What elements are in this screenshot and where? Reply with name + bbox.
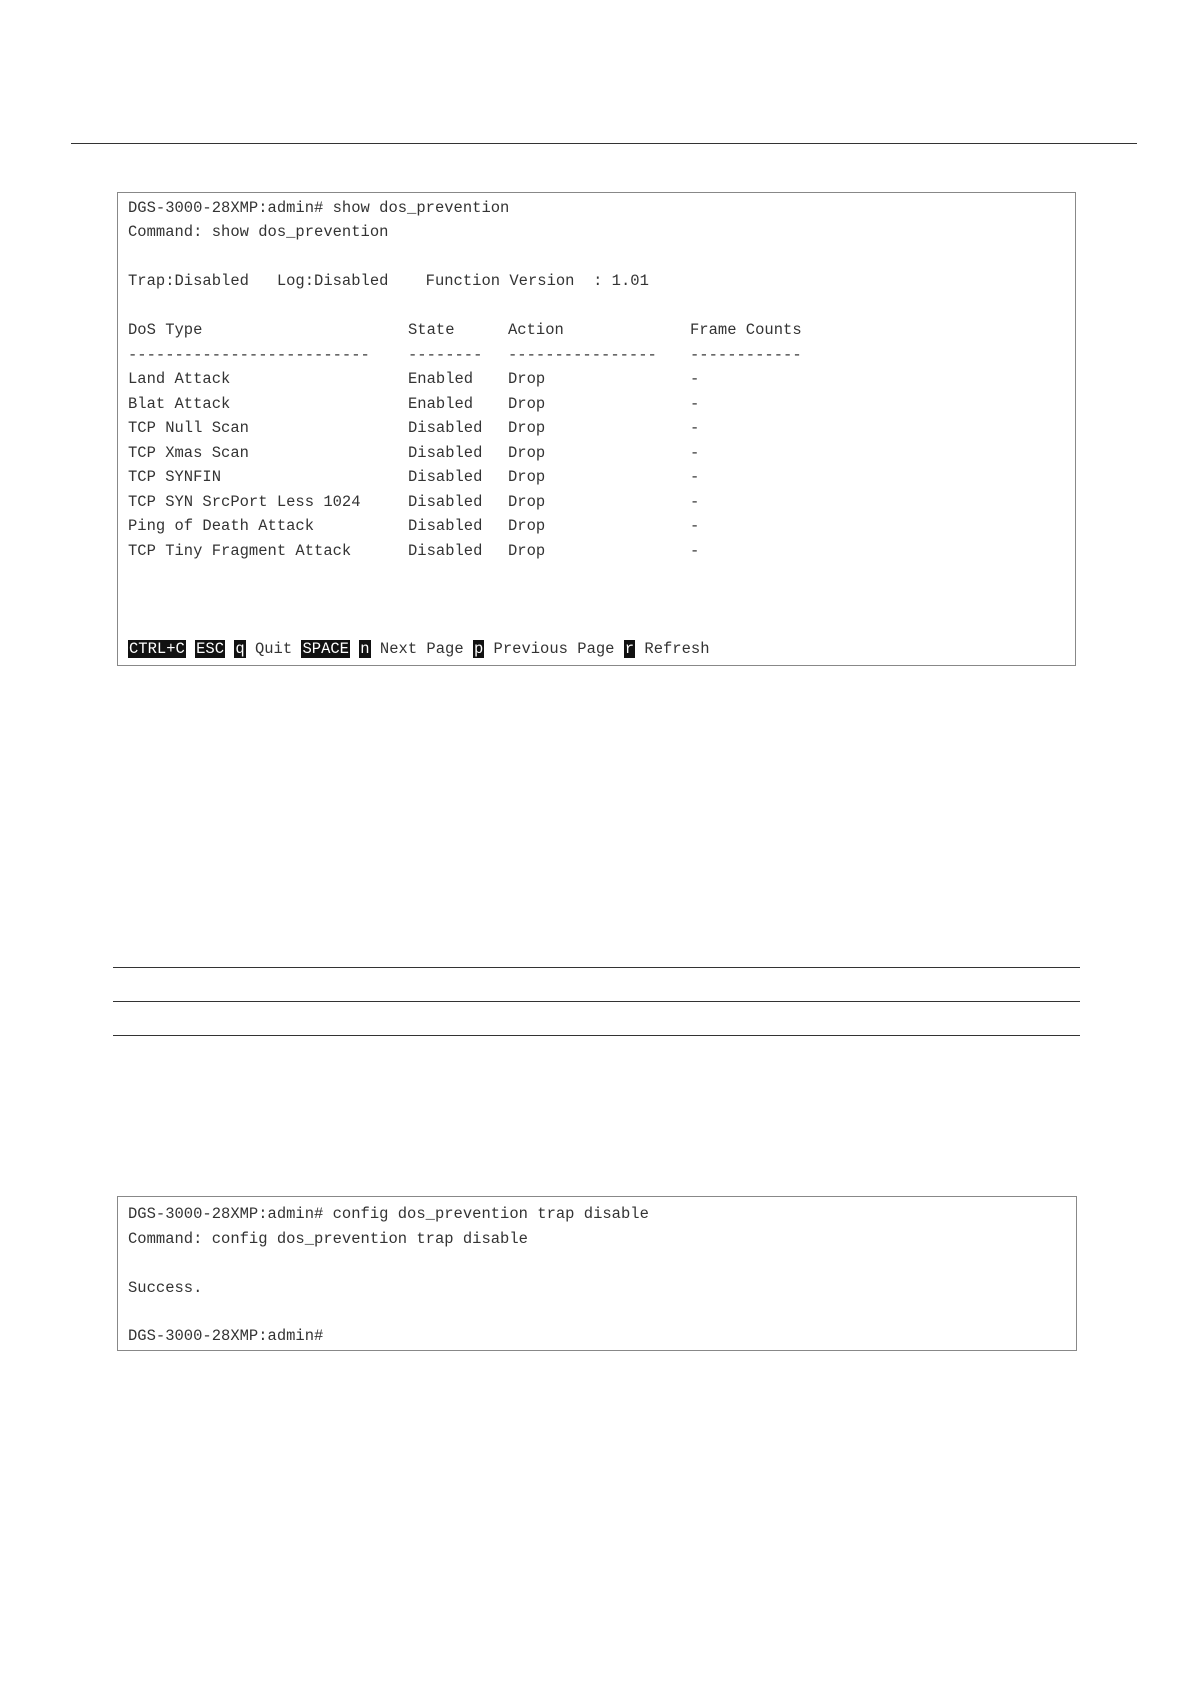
row-state: Disabled	[408, 542, 483, 560]
column-header-action: Action	[508, 321, 564, 339]
row-type: TCP SYN SrcPort Less 1024	[128, 493, 361, 511]
row-action: Drop	[508, 395, 546, 413]
row-type: Land Attack	[128, 370, 231, 388]
key-q[interactable]: q	[235, 640, 245, 658]
table-rule-middle	[113, 1001, 1080, 1002]
row-type: Blat Attack	[128, 395, 231, 413]
row-action: Drop	[508, 542, 546, 560]
terminal-config-dos-prevention	[117, 1196, 1077, 1351]
command-line: Command: config dos_prevention trap disable	[128, 1230, 528, 1248]
row-state: Enabled	[408, 370, 474, 388]
key-esc[interactable]: ESC	[196, 640, 225, 658]
row-frames: -	[690, 493, 700, 511]
row-type: Ping of Death Attack	[128, 517, 315, 535]
row-frames: -	[690, 542, 700, 560]
key-space[interactable]: SPACE	[302, 640, 349, 658]
terminal-show-dos-prevention	[117, 192, 1076, 666]
next-page-label: Next Page	[370, 640, 473, 658]
divider-state: --------	[408, 346, 483, 364]
row-action: Drop	[508, 419, 546, 437]
row-frames: -	[690, 444, 700, 462]
row-action: Drop	[508, 370, 546, 388]
divider-type: --------------------------	[128, 346, 370, 364]
pager-footer	[128, 640, 710, 658]
table-rule-bottom	[113, 1035, 1080, 1036]
column-header-state: State	[408, 321, 455, 339]
row-state: Disabled	[408, 493, 483, 511]
row-state: Disabled	[408, 444, 483, 462]
column-header-frame-counts: Frame Counts	[690, 321, 802, 339]
prompt-line: DGS-3000-28XMP:admin# config dos_prevention trap disable	[128, 1205, 649, 1223]
row-action: Drop	[508, 468, 546, 486]
key-n[interactable]: n	[360, 640, 370, 658]
row-frames: -	[690, 419, 700, 437]
divider-action: ----------------	[508, 346, 657, 364]
table-rule-top	[113, 967, 1080, 968]
key-ctrl-c[interactable]: CTRL+C	[129, 640, 185, 658]
row-type: TCP Null Scan	[128, 419, 249, 437]
key-p[interactable]: p	[473, 640, 484, 658]
row-action: Drop	[508, 444, 546, 462]
quit-label: Quit	[245, 640, 302, 658]
command-line: Command: show dos_prevention	[128, 223, 389, 241]
refresh-label: Refresh	[635, 640, 710, 658]
status-line: Trap:Disabled Log:Disabled Function Version : 1.01	[128, 272, 649, 290]
header-rule	[71, 143, 1137, 144]
result-line: Success.	[128, 1279, 203, 1297]
final-prompt: DGS-3000-28XMP:admin#	[128, 1327, 324, 1345]
row-frames: -	[690, 370, 700, 388]
key-r[interactable]: r	[624, 640, 635, 658]
prompt-line: DGS-3000-28XMP:admin# show dos_prevention	[128, 199, 510, 217]
column-header-type: DoS Type	[128, 321, 203, 339]
row-type: TCP SYNFIN	[128, 468, 222, 486]
row-action: Drop	[508, 517, 546, 535]
row-frames: -	[690, 517, 700, 535]
row-action: Drop	[508, 493, 546, 511]
row-state: Disabled	[408, 419, 483, 437]
row-frames: -	[690, 468, 700, 486]
row-type: TCP Tiny Fragment Attack	[128, 542, 352, 560]
divider-frames: ------------	[690, 346, 802, 364]
previous-page-label: Previous Page	[484, 640, 624, 658]
row-state: Enabled	[408, 395, 474, 413]
row-state: Disabled	[408, 517, 483, 535]
row-state: Disabled	[408, 468, 483, 486]
row-frames: -	[690, 395, 700, 413]
row-type: TCP Xmas Scan	[128, 444, 249, 462]
